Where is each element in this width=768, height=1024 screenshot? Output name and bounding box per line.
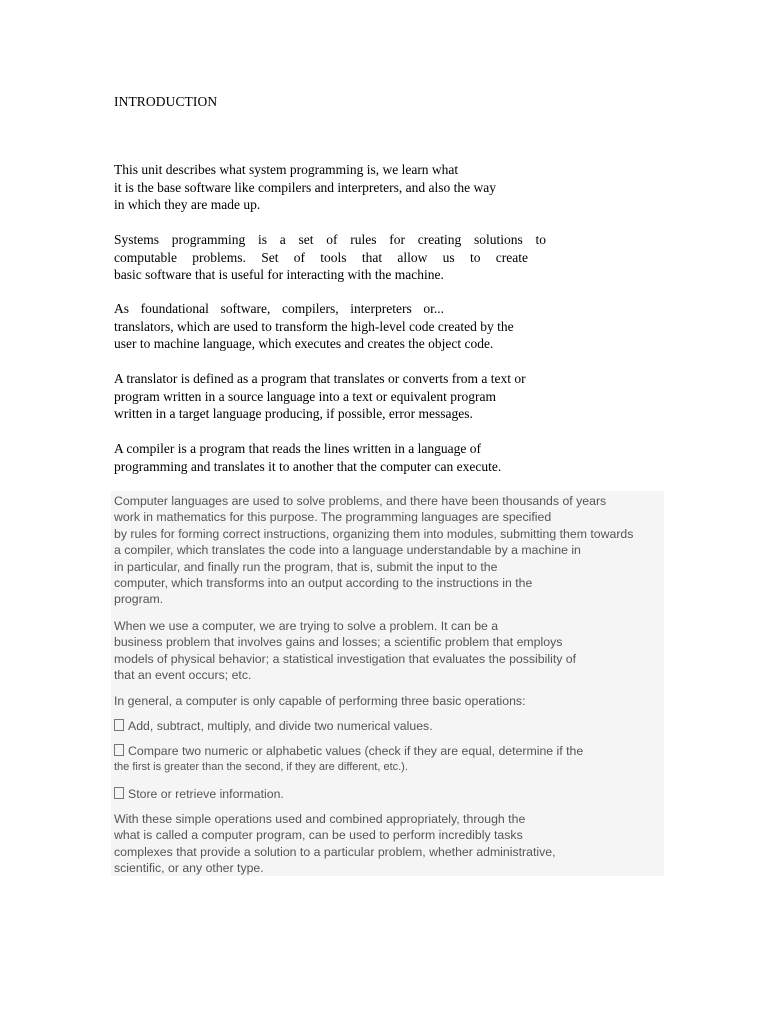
paragraph-solving-problems [114,618,664,684]
bullet-item-arithmetic [114,718,664,734]
text-line: This unit describes what system programming is, we learn what [114,162,459,177]
bullet-box-icon [114,787,124,799]
text-line: When we use a computer, we are trying to solve a problem. It can be a [114,619,499,633]
text-line: computable problems. Set of tools that allow us to create [114,249,528,265]
text-line: a compiler, which translates the code into a language understandable by a machine in [114,543,581,558]
paragraph-simple-operations [114,811,664,877]
page-title: INTRODUCTION [114,94,218,109]
bullet-text: Store or retrieve information. [128,787,284,801]
paragraph-computer-languages [114,493,664,608]
text-line: scientific, or any other type. [114,861,264,876]
paragraph-foundational-software [114,300,574,353]
text-line: user to machine language, which executes and creates the object code. [114,336,494,351]
text-line: written in a target language producing, if possible, error messages. [114,406,473,421]
text-line: A compiler is a program that reads the lines written in a language of [114,441,482,456]
text-line: that an event occurs; etc. [114,668,252,683]
paragraph-intro [114,161,574,214]
paragraph-systems-programming [114,231,574,284]
bullet-item-compare [114,743,664,776]
paragraph-basic-operations [114,693,664,709]
text-line: complexes that provide a solution to a particular problem, whether administrative, [114,844,556,859]
text-line: the first is greater than the second, if they are different, etc.). [114,761,408,774]
text-line: it is the base software like compilers and interpreters, and also the way [114,179,497,195]
bullet-text: Compare two numeric or alphabetic values (check if they are equal, determine if the [128,744,584,758]
text-line: program written in a source language into a text or equivalent program [114,388,496,404]
paragraph-translator [114,370,574,423]
text-line: A translator is defined as a program that translates or converts from a text or [114,371,526,386]
bullet-item-store [114,786,664,802]
paragraph-compiler [114,440,574,475]
text-line: In general, a computer is only capable of performing three basic operations: [114,694,526,708]
text-line: in particular, and finally run the program, that is, submit the input to the [114,559,498,574]
text-line: program. [114,592,164,607]
text-line: With these simple operations used and combined appropriately, through the [114,812,526,826]
text-line: basic software that is useful for interacting with the machine. [114,267,444,282]
text-line: what is called a computer program, can be used to perform incredibly tasks [114,828,523,843]
text-line: by rules for forming correct instructions, organizing them into modules, submitting them towards [114,526,634,541]
text-line: As foundational software, compilers, interpreters or... [114,301,444,316]
bullet-text: Add, subtract, multiply, and divide two numerical values. [128,719,433,733]
text-line: business problem that involves gains and losses; a scientific problem that employs [114,635,563,650]
text-line: translators, which are used to transform the high-level code created by the [114,318,514,334]
text-line: models of physical behavior; a statistical investigation that evaluates the possibility of [114,651,577,666]
bullet-box-icon [114,719,124,731]
text-line: Systems programming is a set of rules for creating solutions to [114,232,546,247]
bullet-box-icon [114,744,124,756]
text-line: in which they are made up. [114,197,261,212]
text-line: computer, which transforms into an output according to the instructions in the [114,576,533,591]
text-line: programming and translates it to another that the computer can execute. [114,458,502,474]
text-line: Computer languages are used to solve problems, and there have been thousands of years [114,494,607,508]
text-line: work in mathematics for this purpose. The programming languages are specified [114,510,552,525]
